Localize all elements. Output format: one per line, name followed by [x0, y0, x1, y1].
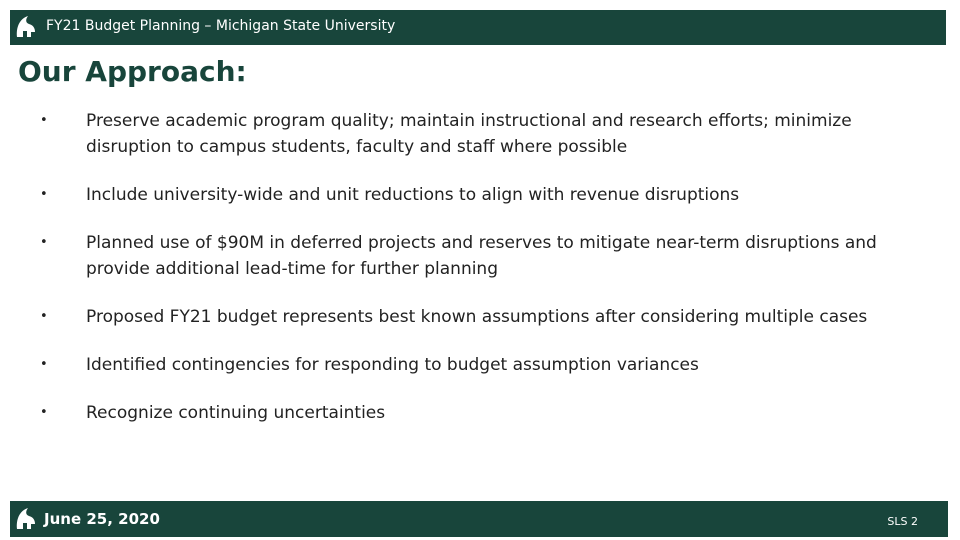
bullet-item: [40, 182, 920, 208]
bullet-item: [40, 108, 920, 160]
bullet-marker: •: [40, 187, 48, 202]
header-bar: [10, 10, 946, 45]
spartan-helmet-icon: [14, 13, 38, 41]
footer-date: June 25, 2020: [44, 510, 160, 528]
spartan-helmet-icon: [14, 505, 38, 533]
footer-bar: [10, 501, 948, 537]
bullet-text: Include university-wide and unit reductions to align with revenue disruptions: [86, 185, 740, 205]
bullet-text: Identified contingencies for responding to budget assumption variances: [86, 355, 699, 375]
bullet-marker: •: [40, 235, 48, 250]
bullet-marker: •: [40, 113, 48, 128]
bullet-text: Recognize continuing uncertainties: [86, 403, 386, 423]
bullet-item: [40, 352, 920, 378]
bullet-text: Proposed FY21 budget represents best known assumptions after considering multiple cases: [86, 307, 868, 327]
slide-heading: Our Approach:: [18, 55, 247, 88]
bullet-text: Preserve academic program quality; maintain instructional and research efforts; minimize disruption to campus students, faculty and staff where possible: [86, 111, 852, 157]
bullet-item: [40, 400, 920, 426]
slide-number: SLS 2: [887, 515, 918, 528]
bullet-text: Planned use of $90M in deferred projects and reserves to mitigate near-term disruptions and provide additional lead-time for further planning: [86, 233, 877, 279]
deck-title: FY21 Budget Planning – Michigan State University: [46, 18, 396, 34]
bullet-item: [40, 230, 920, 282]
bullet-marker: •: [40, 405, 48, 420]
bullet-marker: •: [40, 309, 48, 324]
bullet-item: [40, 304, 920, 330]
bullet-marker: •: [40, 357, 48, 372]
bullet-list: [40, 108, 920, 426]
